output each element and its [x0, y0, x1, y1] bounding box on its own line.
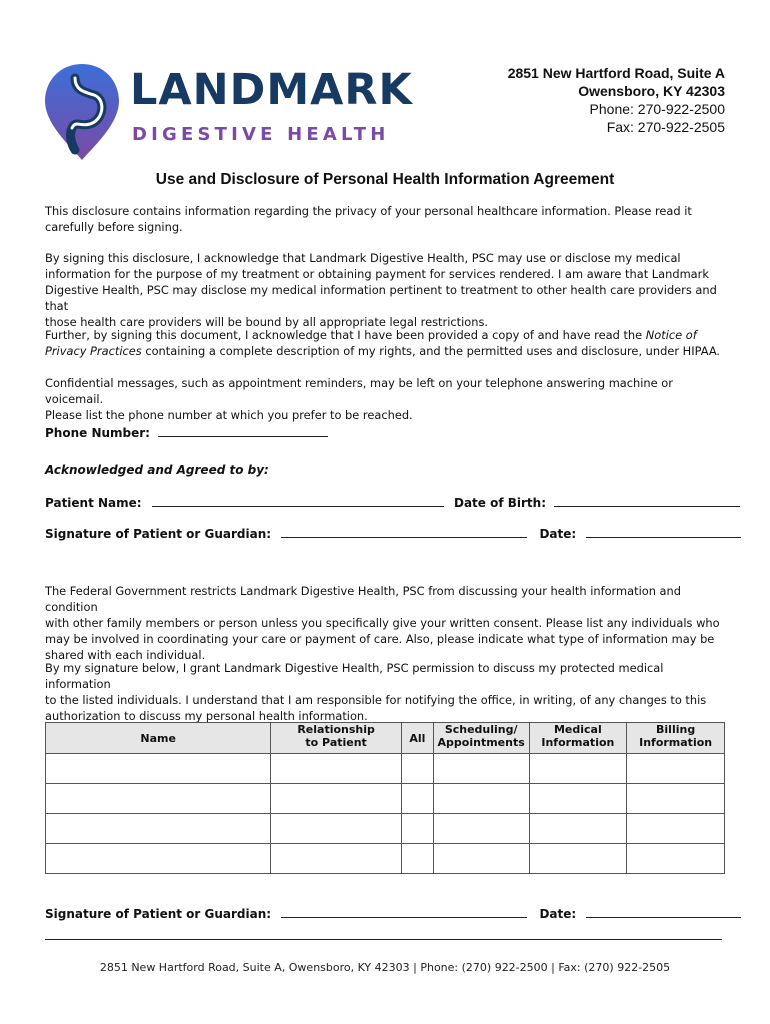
date-label-1: Date: [539, 527, 577, 541]
all-cell[interactable] [401, 784, 433, 814]
date-field-1[interactable] [586, 526, 741, 538]
name-cell[interactable] [46, 754, 271, 784]
all-cell[interactable] [401, 844, 433, 874]
signature-row-2 [45, 906, 741, 921]
page-footer: 2851 New Hartford Road, Suite A, Owensboro, KY 42303 | Phone: (270) 922-2500 | Fax: (270) 922-2505 [99, 961, 671, 974]
name-cell[interactable] [46, 844, 271, 874]
signature-row-1 [45, 526, 741, 541]
permission-paragraph: By my signature below, I grant Landmark Digestive Health, PSC permission to discuss my protected medical information to the listed individuals. I understand that I am responsible for notifying the office, in writing, of any changes to this authorization to discuss my personal health information. [45, 661, 707, 723]
privacy-text-end: containing a complete description of my rights, and the permitted uses and disclosure, under HIPAA. [141, 344, 721, 358]
date-of-birth-label: Date of Birth: [453, 496, 546, 510]
signature-field-2[interactable] [281, 906, 527, 918]
signature-label-1: Signature of Patient or Guardian: [45, 527, 272, 541]
name-cell[interactable] [46, 814, 271, 844]
medical-cell[interactable] [529, 754, 627, 784]
scheduling-cell[interactable] [433, 784, 529, 814]
medical-cell[interactable] [529, 844, 627, 874]
privacy-notice-title: Notice of Privacy Practices [45, 328, 697, 358]
patient-name-row [45, 495, 740, 510]
address-fax: Fax: 270-922-2505 [606, 119, 725, 135]
phone-number-label: Phone Number: [45, 426, 150, 440]
date-label-2: Date: [539, 907, 577, 921]
phone-number-field[interactable] [158, 425, 328, 437]
privacy-notice-paragraph [45, 327, 731, 359]
column-header-scheduling: Scheduling/ Appointments [433, 723, 529, 754]
scheduling-cell[interactable] [433, 754, 529, 784]
relationship-cell[interactable] [271, 784, 402, 814]
relationship-cell[interactable] [271, 754, 402, 784]
billing-cell[interactable] [627, 754, 725, 784]
consent-paragraph: By signing this disclosure, I acknowledge that Landmark Digestive Health, PSC may use or disclose my medical information for the purpose of my treatment or obtaining payment for services rendered. I am aware that Landmark Digestive Health, PSC may disclose my medical information pertinent to treatment to other health care providers and that those health care providers will be bound by all appropriate legal restrictions. [45, 251, 717, 329]
scheduling-cell[interactable] [433, 814, 529, 844]
scheduling-cell[interactable] [433, 844, 529, 874]
column-header-medical: Medical Information [529, 723, 627, 754]
confidential-messages-paragraph: Confidential messages, such as appointment reminders, may be left on your telephone answering machine or voicemail. Please list the phone number at which you prefer to be reached. [45, 376, 673, 422]
address-city: Owensboro, KY 42303 [578, 83, 725, 99]
patient-name-label: Patient Name: [45, 496, 142, 510]
all-cell[interactable] [401, 814, 433, 844]
landmark-logo [42, 62, 413, 162]
logo-tagline: DIGESTIVE HEALTH [132, 124, 390, 145]
stomach-pin-logo-icon [42, 62, 122, 162]
date-field-2[interactable] [586, 906, 741, 918]
address-phone: Phone: 270-922-2500 [589, 101, 725, 117]
table-row [46, 844, 725, 874]
column-header-name: Name [46, 723, 271, 754]
column-header-all: All [401, 723, 433, 754]
signature-field-1[interactable] [281, 526, 527, 538]
table-row [46, 784, 725, 814]
signature-label-2: Signature of Patient or Guardian: [45, 907, 272, 921]
billing-cell[interactable] [627, 814, 725, 844]
column-header-relationship: Relationship to Patient [271, 723, 402, 754]
phone-number-row [45, 425, 328, 440]
date-of-birth-field[interactable] [554, 495, 740, 507]
table-row [46, 754, 725, 784]
patient-name-field[interactable] [152, 495, 444, 507]
address-street: 2851 New Hartford Road, Suite A [507, 65, 725, 81]
privacy-text-start: Further, by signing this document, I acknowledge that I have been provided a copy of and have read the [45, 328, 646, 342]
acknowledged-heading: Acknowledged and Agreed to by: [45, 463, 269, 477]
table-header-row [46, 723, 725, 754]
federal-restriction-paragraph: The Federal Government restricts Landmark Digestive Health, PSC from discussing your health information and condition with other family members or person unless you specifically give your written consent. Please list any individuals who may be involved in coordinating your care or payment of care. Also, please indicate what type of information may be shared with each individual. [45, 584, 720, 662]
clinic-address [508, 64, 725, 136]
medical-cell[interactable] [529, 814, 627, 844]
billing-cell[interactable] [627, 844, 725, 874]
name-cell[interactable] [46, 784, 271, 814]
relationship-cell[interactable] [271, 844, 402, 874]
table-row [46, 814, 725, 844]
intro-paragraph: This disclosure contains information regarding the privacy of your personal healthcare information. Please read it carefully before signing. [45, 204, 692, 234]
page-title: Use and Disclosure of Personal Health Information Agreement [155, 171, 615, 188]
medical-cell[interactable] [529, 784, 627, 814]
footer-divider [45, 939, 722, 940]
authorized-individuals-table [45, 722, 725, 874]
column-header-billing: Billing Information [627, 723, 725, 754]
all-cell[interactable] [401, 754, 433, 784]
billing-cell[interactable] [627, 784, 725, 814]
logo-wordmark: LANDMARK [130, 65, 413, 115]
relationship-cell[interactable] [271, 814, 402, 844]
